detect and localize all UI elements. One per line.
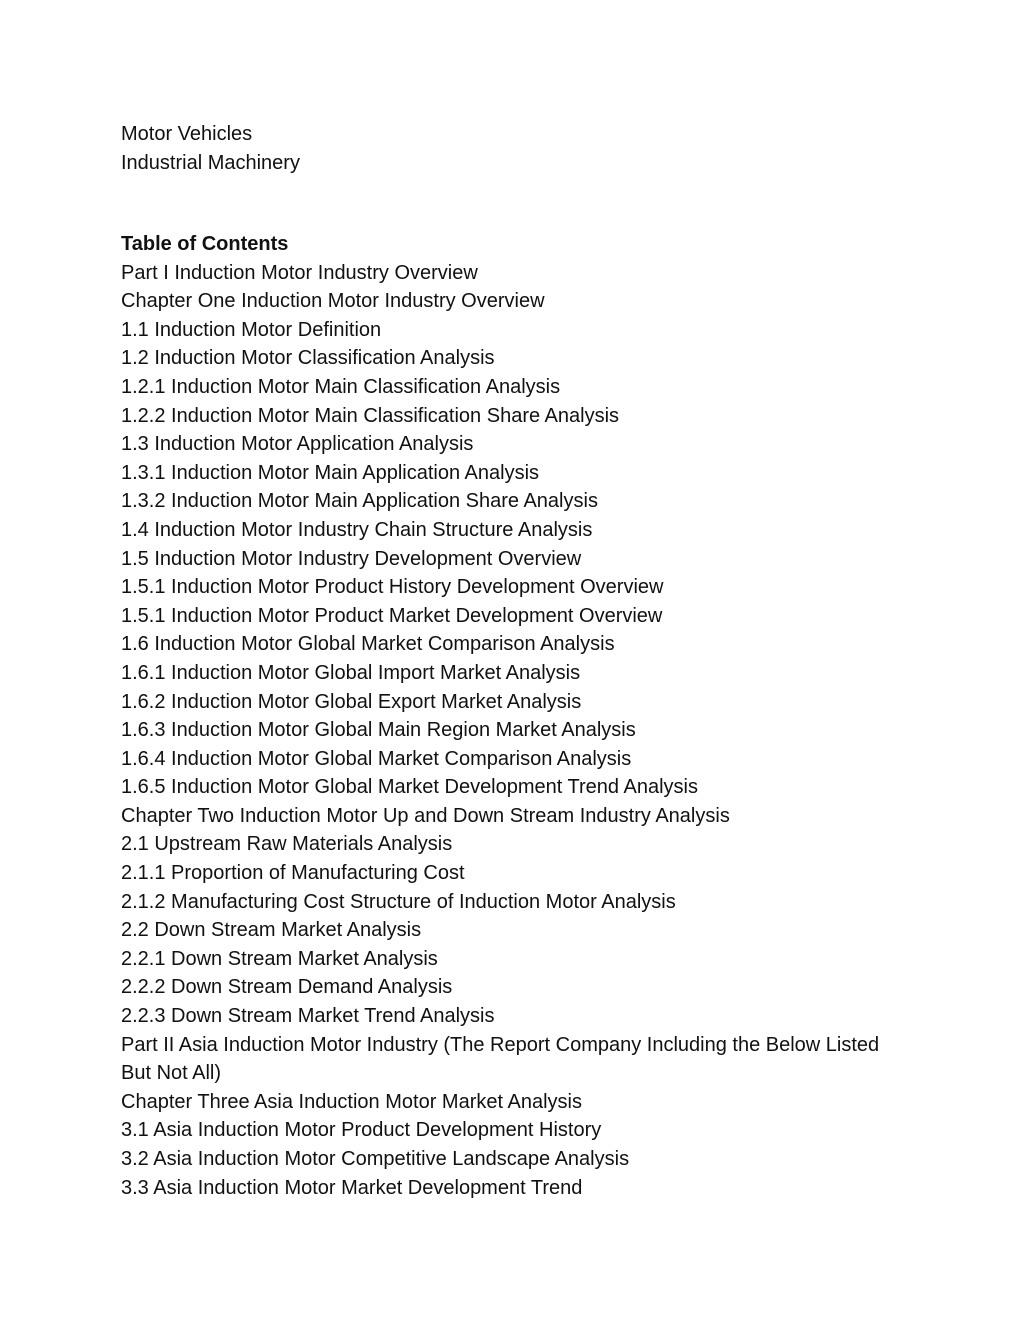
intro-line: Motor Vehicles: [121, 123, 253, 145]
toc-entry: 3.2 Asia Induction Motor Competitive Landscape Analysis: [121, 1148, 630, 1170]
toc-entry: 2.2.1 Down Stream Market Analysis: [121, 947, 438, 970]
toc-entry: Chapter Three Asia Induction Motor Market Analysis: [121, 1090, 582, 1113]
toc-entry: 1.6.5 Induction Motor Global Market Development Trend Analysis: [121, 776, 698, 799]
toc-entry: 3.3 Asia Induction Motor Market Development Trend: [121, 1176, 583, 1199]
toc-entry: 2.2.3 Down Stream Market Trend Analysis: [121, 1005, 495, 1028]
toc-entry: 1.5.1 Induction Motor Product Market Development Overview: [121, 604, 663, 627]
intro-line: Industrial Machinery: [121, 151, 300, 174]
intro-section: [121, 120, 901, 177]
toc-entry: 1.3.2 Induction Motor Main Application Share Analysis: [121, 490, 598, 513]
toc-entry: 1.4 Induction Motor Industry Chain Structure Analysis: [121, 518, 593, 541]
toc-entry: Part I Induction Motor Industry Overview: [121, 261, 478, 284]
toc-entry: 1.5.1 Induction Motor Product History Development Overview: [121, 576, 664, 599]
toc-entry: 2.2 Down Stream Market Analysis: [121, 919, 422, 942]
toc-entry: 1.2 Induction Motor Classification Analysis: [121, 347, 495, 370]
toc-entry: 1.6.4 Induction Motor Global Market Comparison Analysis: [121, 747, 632, 770]
toc-entry: Part II Asia Induction Motor Industry (The Report Company Including the Below Listed But Not All): [121, 1033, 880, 1085]
toc-entry: 3.1 Asia Induction Motor Product Development History: [121, 1119, 602, 1142]
toc-entry: 1.6.1 Induction Motor Global Import Market Analysis: [121, 661, 581, 684]
toc-entry: 1.2.1 Induction Motor Main Classification Analysis: [121, 375, 561, 398]
toc-entry: 1.6.3 Induction Motor Global Main Region Market Analysis: [121, 719, 636, 742]
toc-title: Table of Contents: [121, 233, 289, 255]
toc-entry: 1.6.2 Induction Motor Global Export Market Analysis: [121, 690, 582, 713]
toc-entry: 1.5 Induction Motor Industry Development Overview: [121, 547, 582, 570]
toc-entry: 1.3.1 Induction Motor Main Application Analysis: [121, 461, 540, 484]
toc-entry: 2.1.1 Proportion of Manufacturing Cost: [121, 862, 465, 885]
toc-entry: 1.3 Induction Motor Application Analysis: [121, 433, 474, 456]
toc-entry: 2.1.2 Manufacturing Cost Structure of Induction Motor Analysis: [121, 890, 676, 913]
toc-entry: 2.2.2 Down Stream Demand Analysis: [121, 976, 453, 999]
toc-entry: Chapter Two Induction Motor Up and Down Stream Industry Analysis: [121, 804, 730, 827]
toc-entry: 1.1 Induction Motor Definition: [121, 318, 382, 341]
toc-entry: 2.1 Upstream Raw Materials Analysis: [121, 833, 453, 856]
toc-entry: Chapter One Induction Motor Industry Overview: [121, 290, 545, 313]
toc-entry: 1.2.2 Induction Motor Main Classification Share Analysis: [121, 404, 620, 427]
table-of-contents: [121, 230, 901, 1202]
toc-entry: 1.6 Induction Motor Global Market Comparison Analysis: [121, 633, 615, 656]
